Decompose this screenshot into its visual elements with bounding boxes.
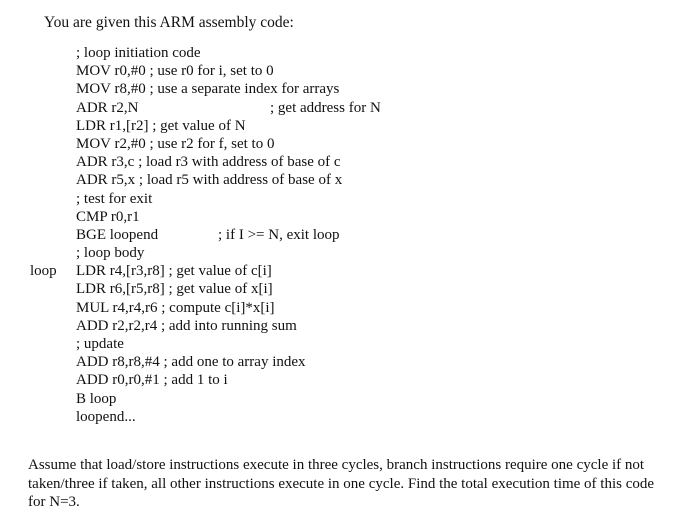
code-text: MOV r8,#0 ; use a separate index for arrays — [76, 81, 340, 98]
code-text: BGE loopend — [76, 226, 159, 243]
code-line — [0, 99, 699, 117]
code-text: MUL r4,r4,r6 ; compute c[i]*x[i] — [76, 299, 275, 316]
code-line — [0, 226, 699, 244]
code-line — [0, 371, 699, 389]
code-text: MOV r0,#0 ; use r0 for i, set to 0 — [76, 63, 274, 80]
code-line — [0, 317, 699, 335]
code-text: ; test for exit — [76, 190, 153, 207]
code-comment: ; get address for N — [270, 99, 381, 116]
code-line — [0, 299, 699, 317]
code-line — [0, 171, 699, 189]
code-line — [0, 62, 699, 80]
code-text: B loop — [76, 390, 117, 407]
code-text: MOV r2,#0 ; use r2 for f, set to 0 — [76, 135, 275, 152]
code-text: ADD r2,r2,r4 ; add into running sum — [76, 317, 297, 334]
code-comment: ; if I >= N, exit loop — [218, 226, 340, 243]
intro-text: You are given this ARM assembly code: — [44, 14, 294, 31]
code-text: CMP r0,r1 — [76, 208, 140, 225]
code-text: LDR r4,[r3,r8] ; get value of c[i] — [76, 263, 272, 280]
code-line — [0, 335, 699, 353]
code-block — [0, 44, 699, 426]
code-line — [0, 135, 699, 153]
code-line — [0, 280, 699, 298]
code-text: loopend... — [76, 408, 136, 425]
code-line — [0, 153, 699, 171]
code-line — [0, 80, 699, 98]
code-line — [0, 44, 699, 62]
code-text: ADD r0,r0,#1 ; add 1 to i — [76, 372, 228, 389]
code-text: LDR r6,[r5,r8] ; get value of x[i] — [76, 281, 273, 298]
question-paragraph: Assume that load/store instructions execute in three cycles, branch instructions require one cycle if not taken/three if taken, all other instructions execute in one cycle. Find the total execution time of this code for N=3. — [28, 457, 655, 510]
code-text: ADD r8,r8,#4 ; add one to array index — [76, 354, 306, 371]
code-text: ADR r5,x ; load r5 with address of base of x — [76, 172, 343, 189]
code-text: LDR r1,[r2] ; get value of N — [76, 117, 246, 134]
code-line — [0, 390, 699, 408]
code-text: ADR r3,c ; load r3 with address of base of c — [76, 154, 341, 171]
code-text: ; loop initiation code — [76, 45, 201, 61]
code-label: loop — [30, 263, 57, 280]
code-line — [0, 208, 699, 226]
code-text: ; update — [76, 336, 124, 352]
code-line — [0, 117, 699, 135]
code-line — [0, 262, 699, 280]
code-line — [0, 190, 699, 208]
code-line — [0, 244, 699, 262]
code-line — [0, 408, 699, 426]
code-text: ADR r2,N — [76, 99, 139, 116]
code-line — [0, 353, 699, 371]
code-text: ; loop body — [76, 245, 145, 262]
